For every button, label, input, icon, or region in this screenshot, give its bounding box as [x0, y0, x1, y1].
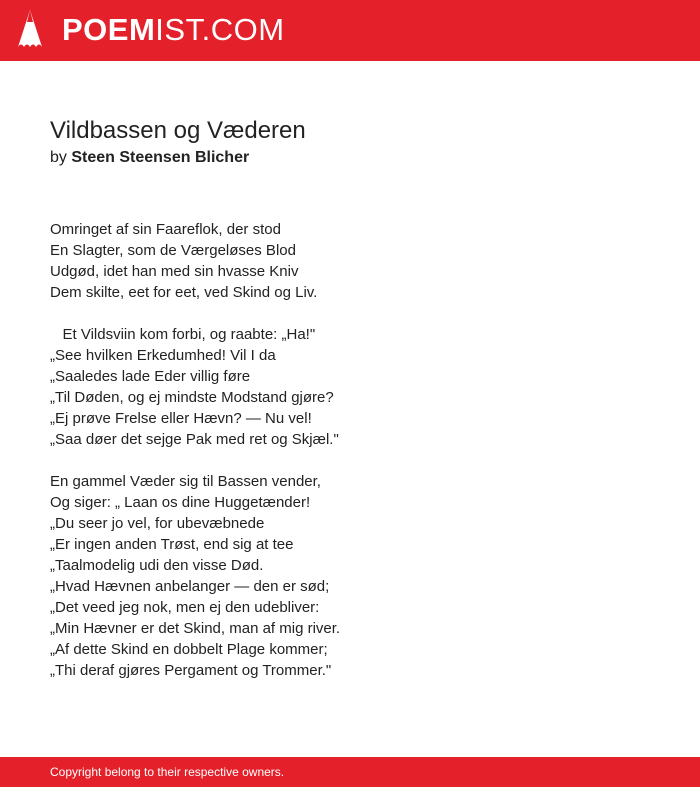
byline [50, 147, 650, 169]
poem-line: „Af dette Skind en dobbelt Plage kommer; [50, 641, 328, 658]
pen-nib-icon[interactable] [16, 9, 44, 51]
stanza-2 [50, 324, 650, 450]
poem-line: „Du seer jo vel, for ubevæbnede [50, 515, 265, 532]
poem-title: Vildbassen og Væderen [50, 117, 306, 144]
poem-line: „Saa døer det sejge Pak med ret og Skjæl." [50, 431, 339, 448]
poem-line: „Taalmodelig udi den visse Død. [50, 557, 264, 574]
poem-line: „Til Døden, og ej mindste Modstand gjøre? [50, 389, 334, 406]
poem-line: En gammel Væder sig til Bassen vender, [50, 473, 321, 490]
poem-line: Et Vildsviin kom forbi, og raabte: „Ha!" [50, 326, 316, 343]
copyright-text: Copyright belong to their respective owners. [50, 765, 285, 779]
poem-line: „Thi deraf gjøres Pergament og Trommer." [50, 662, 332, 679]
poem-line: „Saaledes lade Eder villig føre [50, 368, 251, 385]
stanza-gap [50, 450, 650, 471]
poem-line: „Det veed jeg nok, men ej den udebliver: [50, 599, 320, 616]
brand-bold-text: POEM [62, 12, 156, 47]
poem-line: Udgød, idet han med sin hvasse Kniv [50, 263, 299, 280]
poem-line: „Er ingen anden Trøst, end sig at tee [50, 536, 294, 553]
header-bar [0, 0, 700, 61]
poem-line: Dem skilte, eet for eet, ved Skind og Liv. [50, 284, 318, 301]
stanza-1 [50, 219, 650, 303]
poem-line: „Ej prøve Frelse eller Hævn? — Nu vel! [50, 410, 312, 427]
poem-line: En Slagter, som de Værgeløses Blod [50, 242, 296, 259]
poem-line: „Min Hævner er det Skind, man af mig river. [50, 620, 341, 637]
stanza-gap [50, 303, 650, 324]
poem-line: „See hvilken Erkedumhed! Vil I da [50, 347, 276, 364]
poem-container [50, 115, 650, 681]
poem-line: Omringet af sin Faareflok, der stod [50, 221, 281, 238]
site-logo[interactable] [62, 12, 285, 48]
stanza-3 [50, 471, 650, 681]
by-label: by [50, 149, 72, 166]
poem-line: „Hvad Hævnen anbelanger — den er sød; [50, 578, 330, 595]
brand-light-text: IST.COM [155, 12, 285, 47]
author-name[interactable]: Steen Steensen Blicher [71, 149, 250, 166]
poem-body [50, 219, 650, 681]
footer-bar [0, 757, 700, 787]
poem-line: Og siger: „ Laan os dine Huggetænder! [50, 494, 311, 511]
